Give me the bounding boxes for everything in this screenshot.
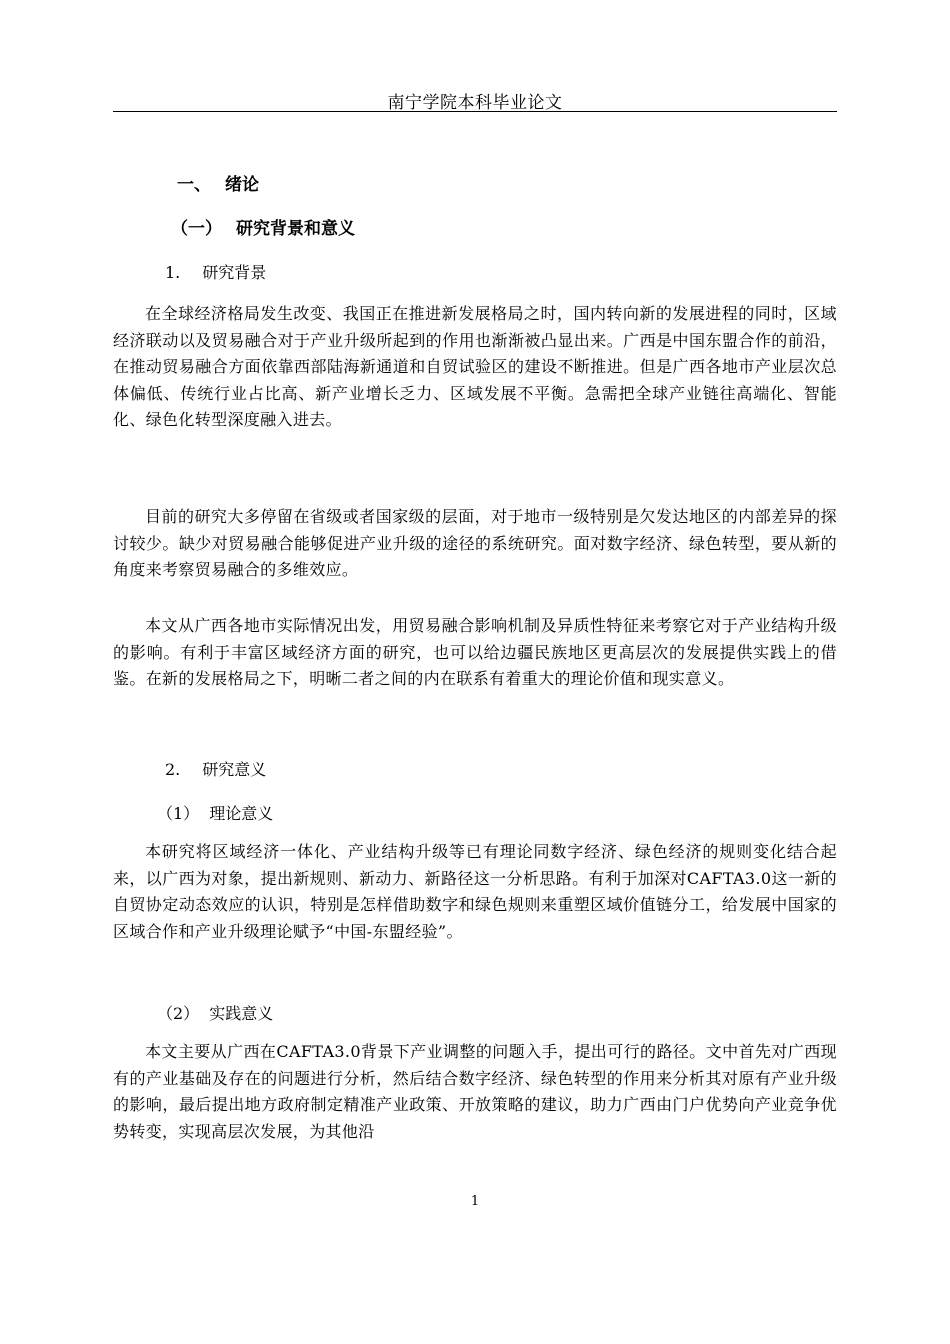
item-number: （2） xyxy=(157,1004,200,1023)
subsection-title: 研究意义 xyxy=(202,760,267,779)
paragraph-practice: 本文主要从广西在CAFTA3.0背景下产业调整的问题入手，提出可行的路径。文中首先对广西现有的产业基础及存在的问题进行分析，然后结合数字经济、绿色转型的作用来分析其对原有产业升级的影响，最后提出地方政府制定精准产业政策、开放策略的建议，助力广西由门户优势向产业竞争优势转变，实现高层次发展，为其他沿 xyxy=(113,1042,837,1141)
section-number: （一） xyxy=(171,219,222,239)
subsection-heading-background xyxy=(165,260,266,283)
item-heading-practice xyxy=(157,1001,273,1024)
subsection-number: 2. xyxy=(165,760,181,779)
chapter-number: 一、 xyxy=(177,175,211,195)
item-heading-theory xyxy=(157,801,273,824)
paragraph-background-1: 在全球经济格局发生改变、我国正在推进新发展格局之时，国内转向新的发展进程的同时，区域经济联动以及贸易融合对于产业升级所起到的作用也渐渐被凸显出来。广西是中国东盟合作的前沿，在推动贸易融合方面依靠西部陆海新通道和自贸试验区的建设不断推进。但是广西各地市产业层次总体偏低、传统行业占比高、新产业增长乏力、区域发展不平衡。急需把全球产业链往高端化、智能化、绿色化转型深度融入进去。 xyxy=(113,304,837,429)
section-heading xyxy=(171,214,355,239)
chapter-title: 绪论 xyxy=(225,175,259,195)
subsection-number: 1. xyxy=(165,263,181,282)
chapter-heading xyxy=(177,170,259,195)
subsection-heading-significance xyxy=(165,757,266,780)
page-number: 1 xyxy=(470,1194,480,1209)
paragraph-background-3: 本文从广西各地市实际情况出发，用贸易融合影响机制及异质性特征来考察它对于产业结构升级的影响。有利于丰富区域经济方面的研究，也可以给边疆民族地区更高层次的发展提供实践上的借鉴。在新的发展格局之下，明晰二者之间的内在联系有着重大的理论价值和现实意义。 xyxy=(113,616,837,688)
paragraph-background-2: 目前的研究大多停留在省级或者国家级的层面，对于地市一级特别是欠发达地区的内部差异的探讨较少。缺少对贸易融合能够促进产业升级的途径的系统研究。面对数字经济、绿色转型，要从新的角度来考察贸易融合的多维效应。 xyxy=(113,507,837,579)
paragraph-theory: 本研究将区域经济一体化、产业结构升级等已有理论同数字经济、绿色经济的规则变化结合起来，以广西为对象，提出新规则、新动力、新路径这一分析思路。有利于加深对CAFTA3.0这一新的自贸协定动态效应的认识，特别是怎样借助数字和绿色规则来重塑区域价值链分工，给发展中国家的区域合作和产业升级理论赋予“中国-东盟经验”。 xyxy=(113,842,837,941)
item-title: 理论意义 xyxy=(209,804,274,823)
section-title: 研究背景和意义 xyxy=(236,219,355,239)
page-header: 南宁学院本科毕业论文 xyxy=(387,93,563,113)
item-title: 实践意义 xyxy=(209,1004,274,1023)
header-divider xyxy=(113,111,837,112)
subsection-title: 研究背景 xyxy=(202,263,267,282)
item-number: （1） xyxy=(157,804,200,823)
